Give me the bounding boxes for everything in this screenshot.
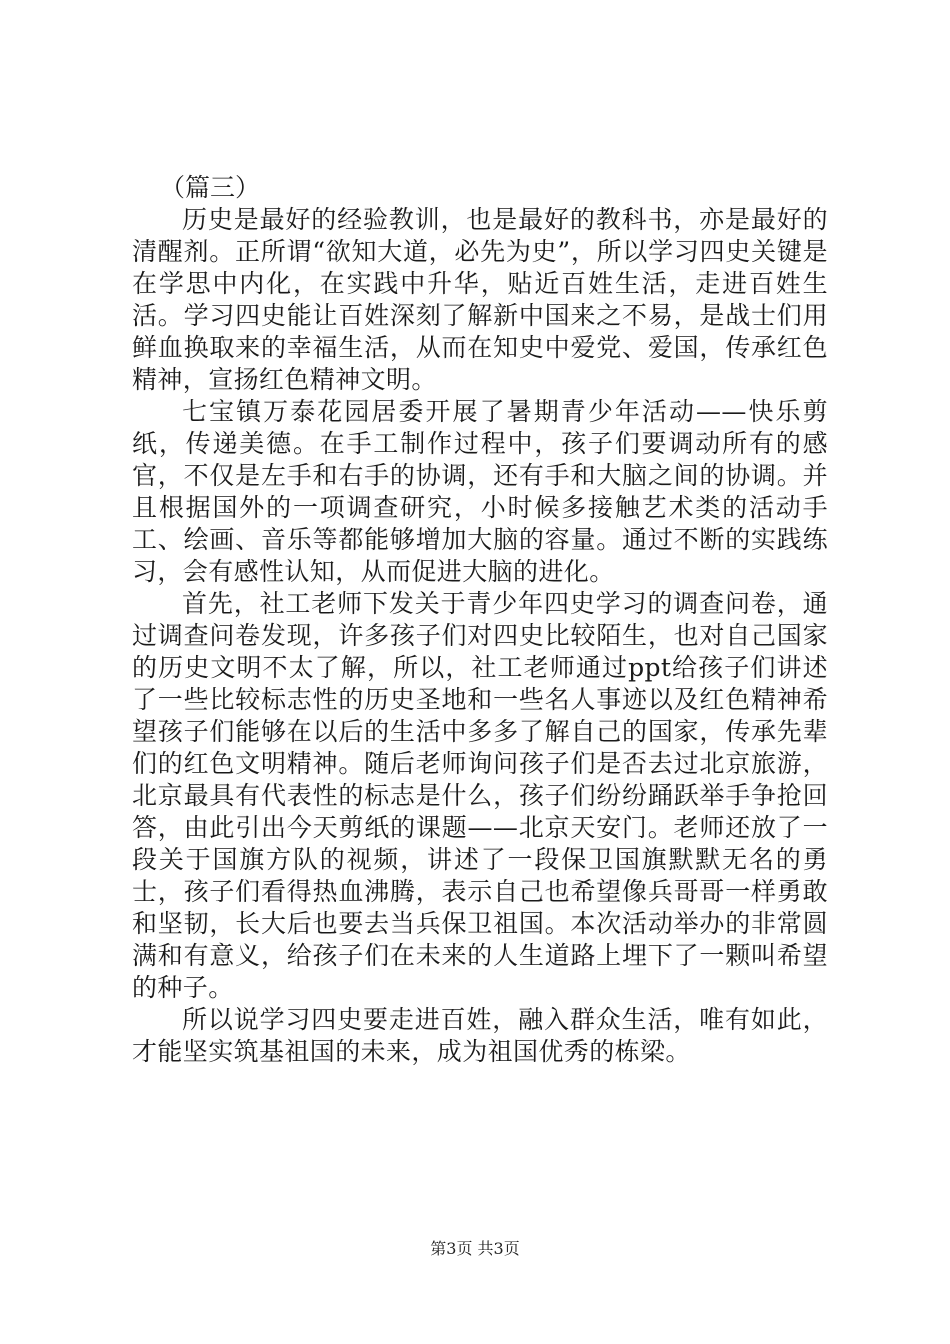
paragraph-3: 首先，社工老师下发关于青少年四史学习的调查问卷，通过调查问卷发现，许多孩子们对四史比较陌生，也对自己国家的历史文明不太了解，所以，社工老师通过ppt给孩子们讲述了一些比较标志性的历史圣地和一些名人事迹以及红色精神希望孩子们能够在以后的生活中多多了解自己的国家，传承先辈们的红色文明精神。随后老师询问孩子们是否去过北京旅游，北京最具有代表性的标志是什么，孩子们纷纷踊跃举手争抢回答，由此引出今天剪纸的课题——北京天安门。老师还放了一段关于国旗方队的视频，讲述了一段保卫国旗默默无名的勇士，孩子们看得热血沸腾，表示自己也希望像兵哥哥一样勇敢和坚韧，长大后也要去当兵保卫祖国。本次活动举办的非常圆满和有意义，给孩子们在未来的人生道路上埋下了一颗叫希望的种子。 bbox=[132, 589, 828, 1002]
section-title: （篇三） bbox=[160, 173, 261, 202]
paragraph-2: 七宝镇万泰花园居委开展了暑期青少年活动——快乐剪纸，传递美德。在手工制作过程中，孩子们要调动所有的感官，不仅是左手和右手的协调，还有手和大脑之间的协调。并且根据国外的一项调查研究，小时候多接触艺术类的活动手工、绘画、音乐等都能够增加大脑的容量。通过不断的实践练习，会有感性认知，从而促进大脑的进化。 bbox=[132, 397, 828, 586]
page-footer: 第3页 共3页 bbox=[430, 1239, 520, 1258]
document-body bbox=[132, 172, 828, 1068]
paragraph-4: 所以说学习四史要走进百姓，融入群众生活，唯有如此，才能坚实筑基祖国的未来，成为祖国优秀的栋梁。 bbox=[132, 1005, 828, 1066]
paragraph-1: 历史是最好的经验教训，也是最好的教科书，亦是最好的清醒剂。正所谓“欲知大道，必先为史”，所以学习四史关键是在学思中内化，在实践中升华，贴近百姓生活，走进百姓生活。学习四史能让百姓深刻了解新中国来之不易，是战士们用鲜血换取来的幸福生活，从而在知史中爱党、爱国，传承红色精神，宣扬红色精神文明。 bbox=[132, 205, 828, 394]
